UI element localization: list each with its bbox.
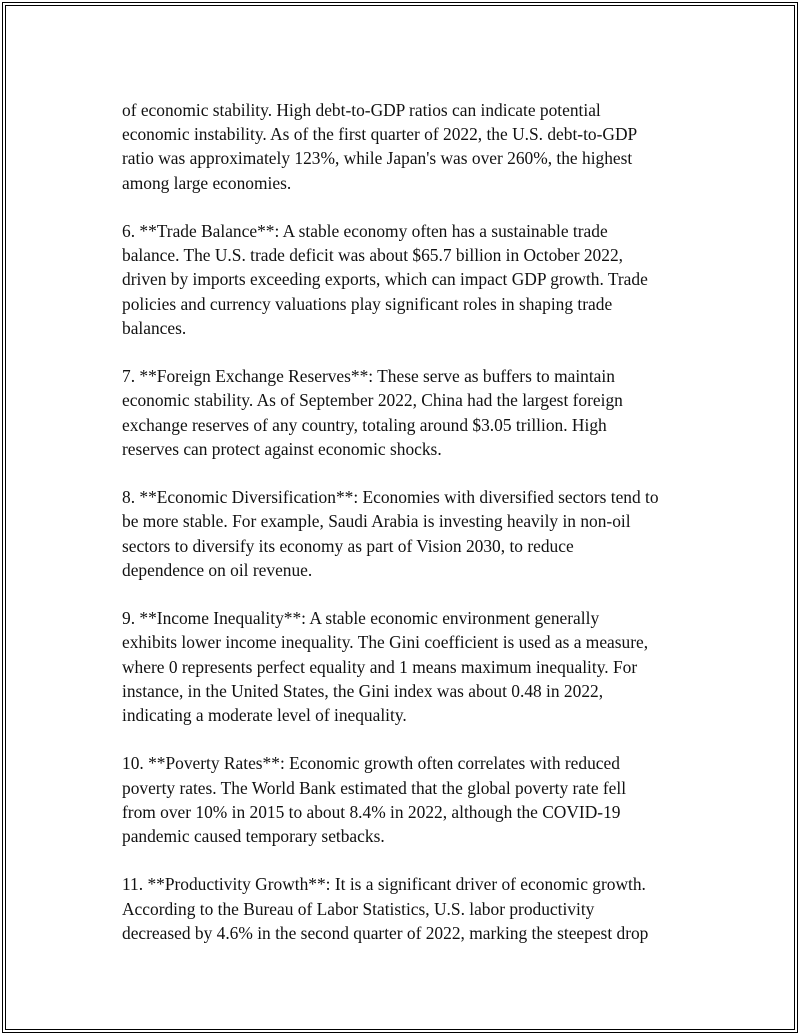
paragraph-trade-balance: 6. **Trade Balance**: A stable economy often has a sustainable trade balance. The U.S. trade deficit was about $65.7 billion in October 2022, driven by imports exceeding exports, which can impact GDP growth. Trade policies and currency valuations play significant roles in shaping trade balances. <box>122 221 648 338</box>
paragraph-poverty-rates: 10. **Poverty Rates**: Economic growth often correlates with reduced poverty rates. The World Bank estimated that the global poverty rate fell from over 10% in 2015 to about 8.4% in 2022, although the COVID-19 pandemic caused temporary setbacks. <box>122 753 627 847</box>
paragraph-economic-diversification: 8. **Economic Diversification**: Economies with diversified sectors tend to be more stable. For example, Saudi Arabia is investing heavily in non-oil sectors to diversify its economy as part of Vision 2030, to reduce dependence on oil revenue. <box>122 487 659 580</box>
document-page <box>2 2 798 1033</box>
paragraph-income-inequality: 9. **Income Inequality**: A stable economic environment generally exhibits lower income inequality. The Gini coefficient is used as a measure, where 0 represents perfect equality and 1 means maximum inequality. For instance, in the United States, the Gini index was about 0.48 in 2022, indicating a moderate level of inequality. <box>122 608 649 726</box>
paragraph-productivity-growth: 11. **Productivity Growth**: It is a significant driver of economic growth. According to the Bureau of Labor Statistics, U.S. labor productivity decreased by 4.6% in the second quarter of 2022, marking the steepest drop <box>122 874 649 943</box>
paragraph-debt-to-gdp-continuation: of economic stability. High debt-to-GDP ratios can indicate potential economic instability. As of the first quarter of 2022, the U.S. debt-to-GDP ratio was approximately 123%, while Japan's was over 260%, the highest among large economies. <box>122 100 638 193</box>
paragraph-foreign-exchange-reserves: 7. **Foreign Exchange Reserves**: These serve as buffers to maintain economic stability. As of September 2022, China had the largest foreign exchange reserves of any country, totaling around $3.05 trillion. High reserves can protect against economic shocks. <box>122 366 623 459</box>
document-body <box>122 98 702 969</box>
